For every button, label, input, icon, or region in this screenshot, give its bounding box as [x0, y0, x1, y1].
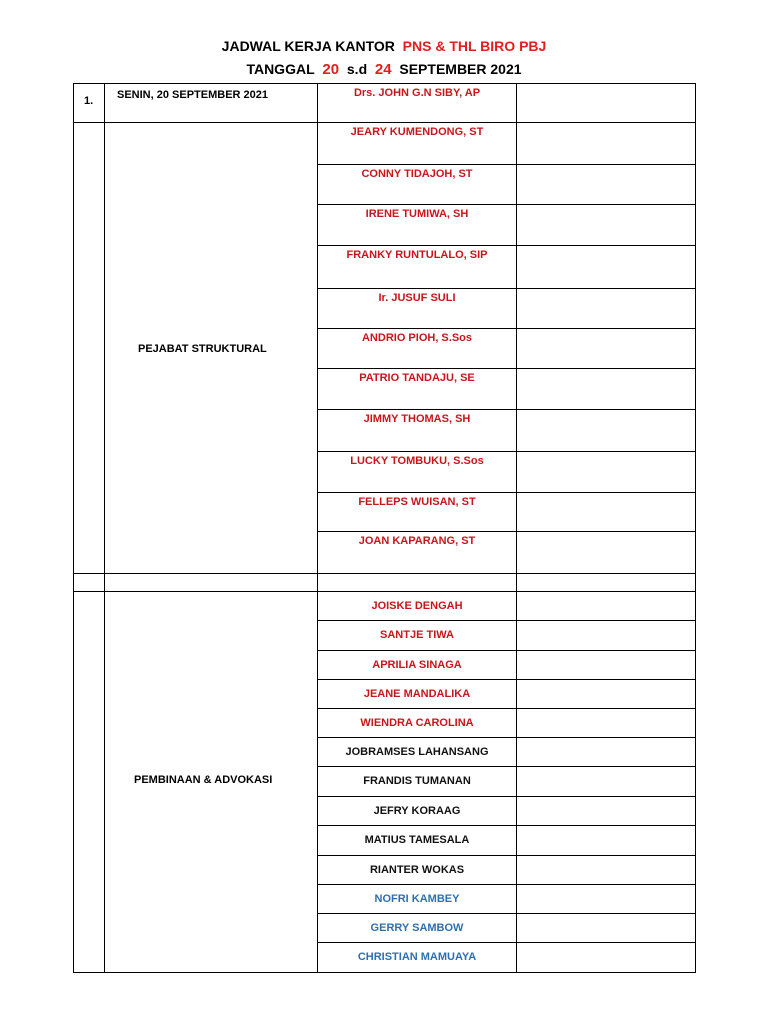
table-rule — [317, 531, 696, 532]
date-prefix: TANGGAL — [246, 61, 315, 77]
table-rule — [317, 942, 696, 943]
table-rule — [317, 650, 696, 651]
staff-name: IRENE TUMIWA, SH — [365, 208, 469, 220]
staff-name: RIANTER WOKAS — [369, 864, 465, 876]
date-from: 20 — [322, 61, 340, 78]
table-rule — [317, 122, 696, 123]
table-rule — [317, 492, 696, 493]
day-label: SENIN, 20 SEPTEMBER 2021 — [117, 89, 269, 101]
staff-name: JOAN KAPARANG, ST — [358, 535, 476, 547]
staff-name: JEFRY KORAAG — [373, 805, 461, 817]
table-rule — [317, 825, 696, 826]
staff-name: GERRY SAMBOW — [370, 922, 464, 934]
staff-name: CHRISTIAN MAMUAYA — [357, 951, 477, 963]
staff-name: MATIUS TAMESALA — [364, 834, 470, 846]
staff-name: JEANE MANDALIKA — [363, 688, 471, 700]
table-rule — [73, 972, 696, 973]
table-rule — [73, 573, 696, 574]
table-rule — [317, 204, 696, 205]
table-rule — [317, 620, 696, 621]
title-text: JADWAL KERJA KANTOR — [221, 38, 395, 54]
table-rule — [104, 83, 105, 973]
table-rule — [317, 409, 696, 410]
section-label-struktural: PEJABAT STRUKTURAL — [138, 343, 267, 355]
staff-name: SANTJE TIWA — [380, 629, 454, 641]
table-rule — [317, 164, 696, 165]
table-rule — [317, 451, 696, 452]
title-highlight: PNS & THL BIRO PBJ — [402, 38, 547, 54]
table-rule — [317, 737, 696, 738]
table-rule — [317, 796, 696, 797]
table-rule — [317, 328, 696, 329]
staff-name: APRILIA SINAGA — [372, 659, 462, 671]
table-rule — [317, 708, 696, 709]
date-suffix: SEPTEMBER 2021 — [399, 61, 522, 77]
section-label-pembinaan: PEMBINAAN & ADVOKASI — [134, 774, 273, 786]
staff-name: NOFRI KAMBEY — [374, 893, 460, 905]
staff-name: Drs. JOHN G.N SIBY, AP — [353, 87, 481, 99]
table-rule — [317, 368, 696, 369]
table-rule — [317, 679, 696, 680]
staff-name: JOISKE DENGAH — [371, 600, 463, 612]
table-rule — [73, 591, 696, 592]
table-rule — [695, 83, 696, 973]
staff-name: FRANKY RUNTULALO, SIP — [346, 249, 488, 261]
date-separator: s.d — [346, 61, 368, 77]
staff-name: FELLEPS WUISAN, ST — [358, 496, 476, 508]
staff-name: FRANDIS TUMANAN — [363, 775, 471, 787]
table-rule — [516, 83, 517, 973]
staff-name: LUCKY TOMBUKU, S.Sos — [350, 455, 484, 467]
date-to: 24 — [374, 61, 392, 78]
table-rule — [317, 855, 696, 856]
staff-name: WIENDRA CAROLINA — [360, 717, 474, 729]
table-rule — [317, 884, 696, 885]
table-rule — [73, 83, 696, 84]
staff-name: JEARY KUMENDONG, ST — [350, 126, 484, 138]
table-rule — [104, 122, 318, 123]
table-rule — [317, 245, 696, 246]
staff-name: JOBRAMSES LAHANSANG — [345, 746, 489, 758]
table-rule — [317, 288, 696, 289]
table-rule — [73, 122, 105, 123]
staff-name: Ir. JUSUF SULI — [378, 292, 456, 304]
table-rule — [73, 83, 74, 973]
staff-name: ANDRIO PIOH, S.Sos — [361, 332, 473, 344]
table-rule — [317, 766, 696, 767]
staff-name: CONNY TIDAJOH, ST — [361, 168, 473, 180]
day-number: 1. — [84, 95, 94, 107]
staff-name: PATRIO TANDAJU, SE — [359, 372, 475, 384]
table-rule — [317, 913, 696, 914]
staff-name: JIMMY THOMAS, SH — [363, 413, 471, 425]
